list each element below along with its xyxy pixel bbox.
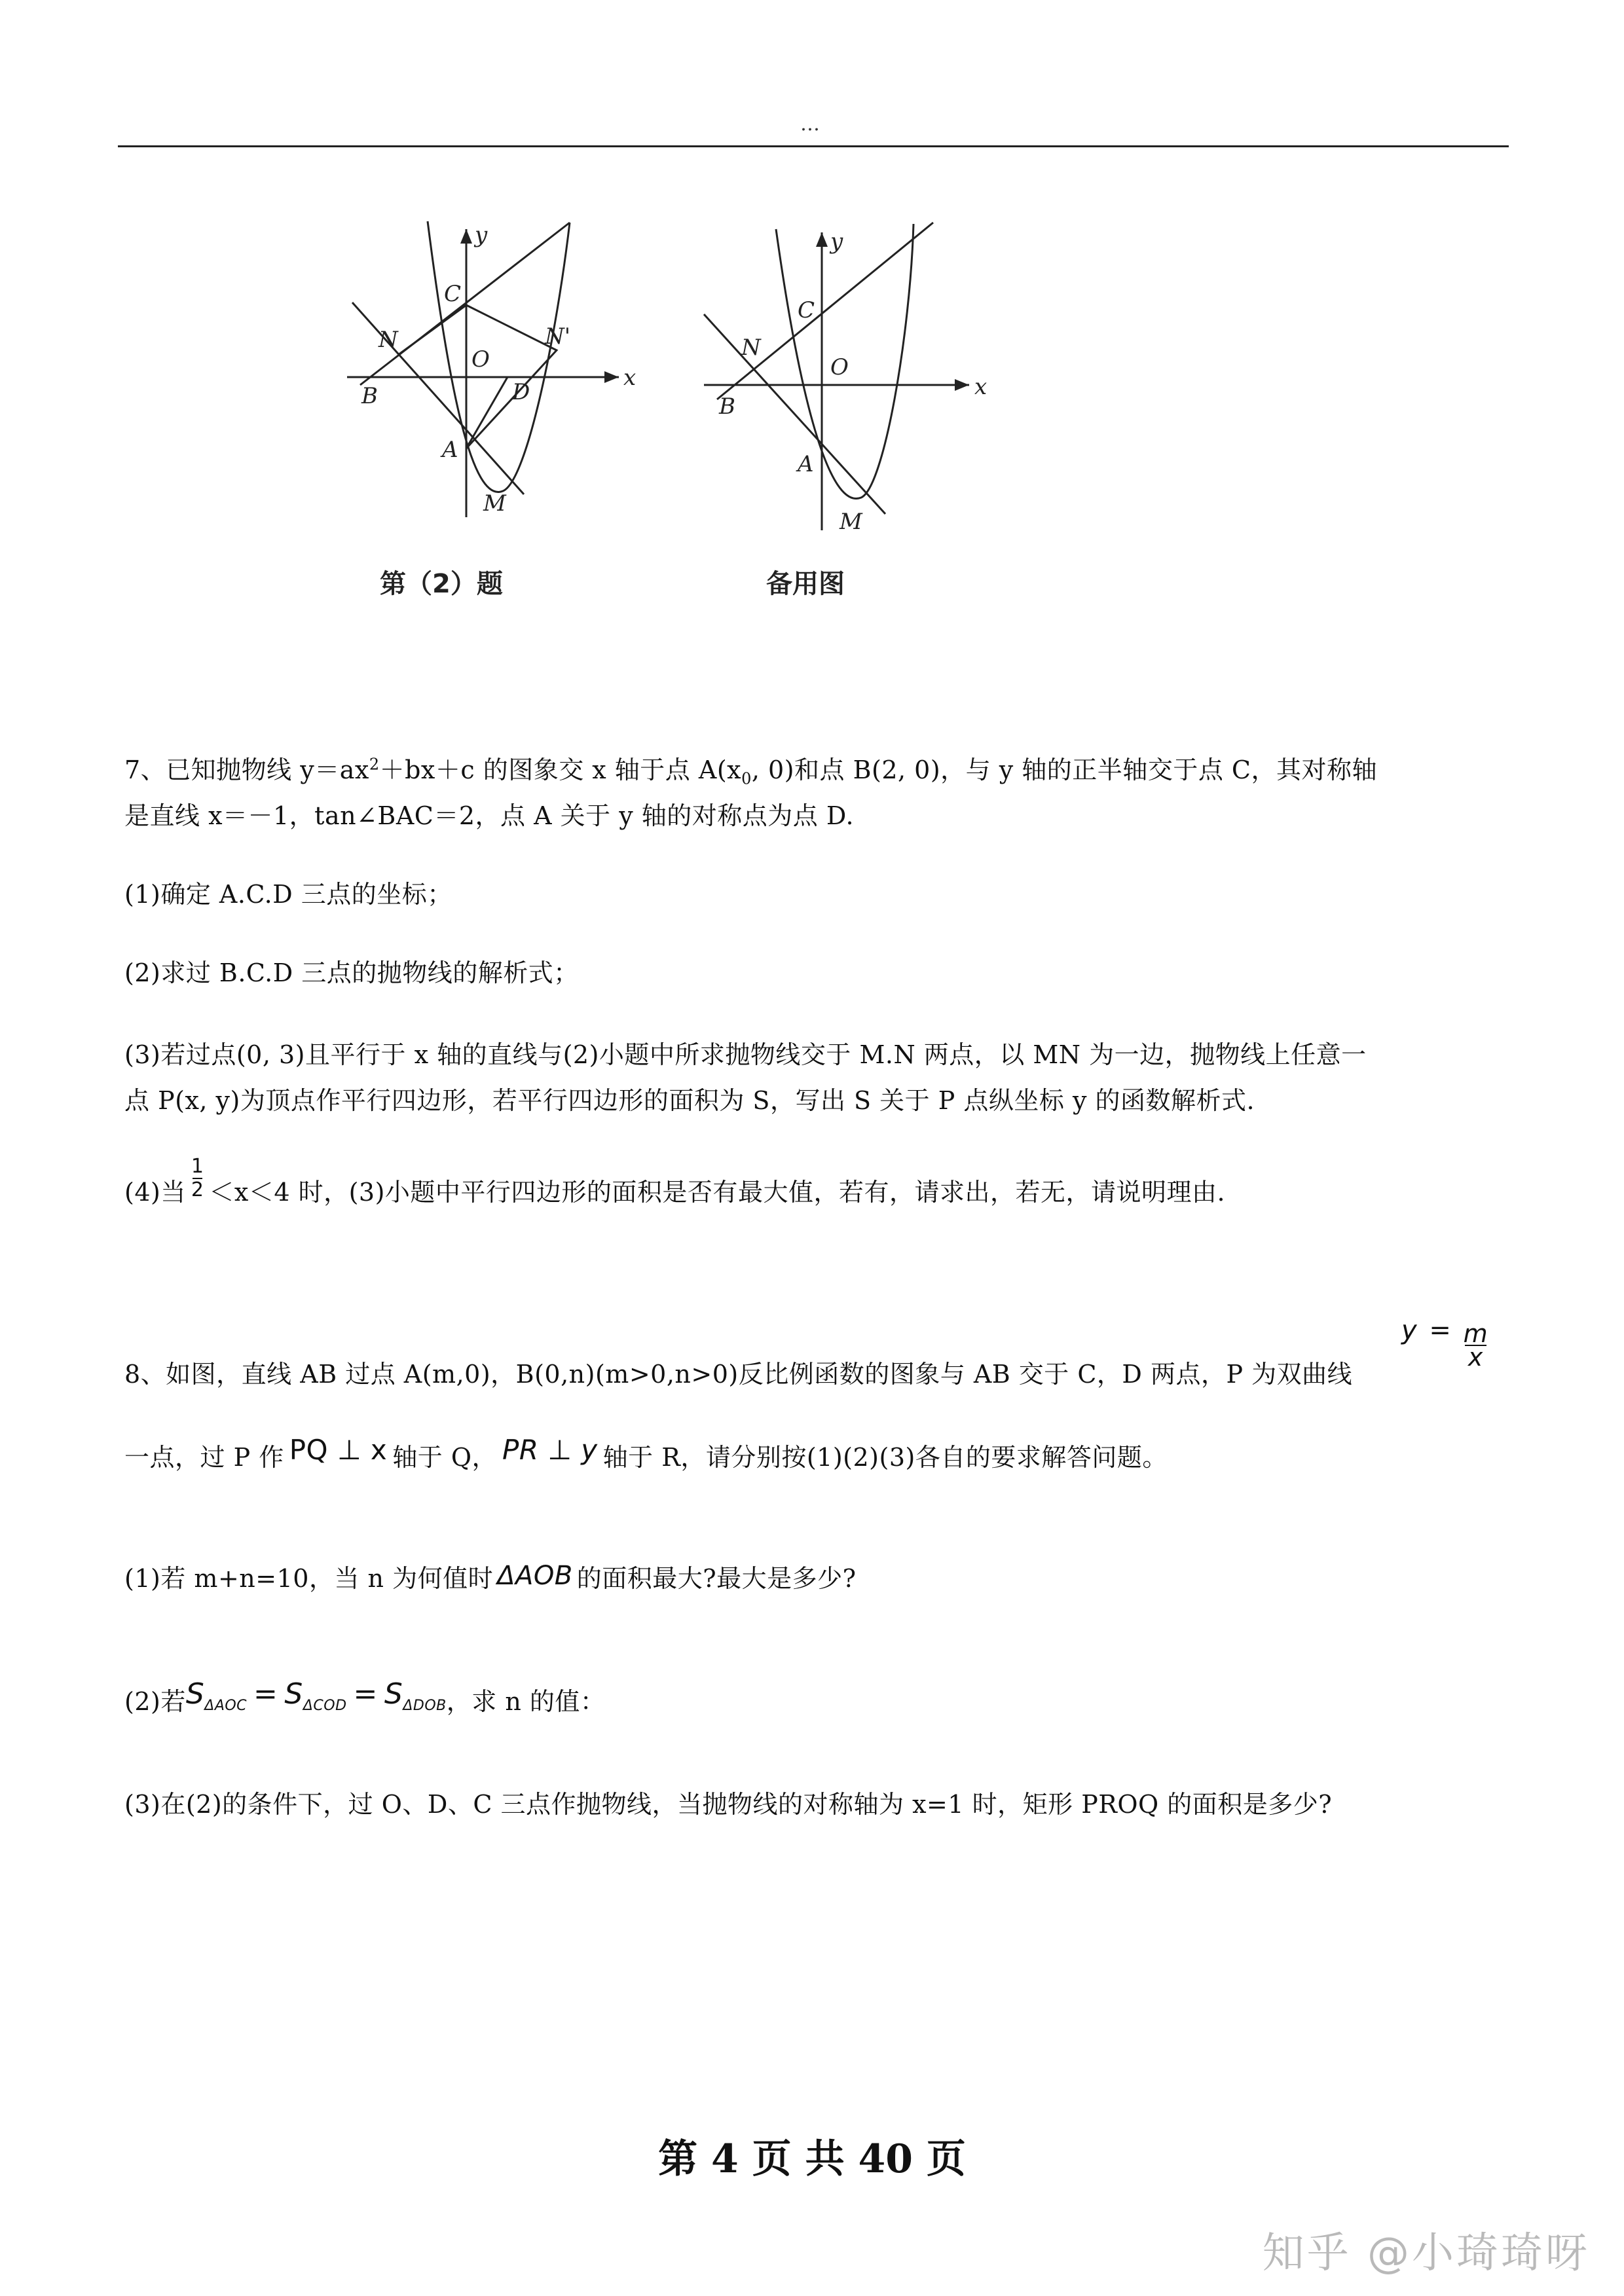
fig1-label-x: x — [623, 365, 637, 391]
fig2-line-BC — [717, 223, 933, 399]
fig2-label-O: O — [830, 354, 849, 380]
fig1-label-C: C — [444, 281, 462, 307]
fig1-line-BC — [360, 223, 570, 385]
q7-fraction-half: $\frac{1}{2}$ — [191, 1155, 204, 1201]
q8-statement-line2: 一点，过 P 作 PQ ⊥ x 轴于 Q， PR ⊥ y 轴于 R，请分别按(1)(2)(3)各自的要求解答问题。 — [124, 1434, 1168, 1472]
figure-backup — [694, 210, 995, 599]
header-mark: … — [800, 113, 820, 136]
q8-part-2: (2)若$S_{\Delta AOC} = S_{\Delta COD} = S_{\Delta DOB}$，求 n 的值： — [124, 1677, 606, 1716]
header-rule — [118, 145, 1509, 147]
q8-area-equation: $S_{\Delta AOC} = S_{\Delta COD} = S_{\Delta DOB}$ — [185, 1677, 447, 1714]
fig1-label-B: B — [361, 383, 378, 409]
fig2-x-arrow — [955, 379, 969, 391]
fig1-label-M: M — [483, 490, 506, 517]
q7-part-4: (4)当 $\frac{1}{2}$ ＜x＜4 时，(3)小题中平行四边形的面积是否有最大值，若有，请求出，若无，请说明理由. — [124, 1155, 1226, 1207]
figure-1-diagram — [341, 210, 642, 576]
figure-1-caption: 第（2）题 — [380, 569, 503, 599]
fig1-line-CN — [398, 305, 466, 355]
fig1-line-AD — [466, 377, 507, 448]
zhihu-watermark: 知乎 @小琦琦呀 — [1262, 2229, 1590, 2278]
q8-part-3: (3)在(2)的条件下，过 O、D、C 三点作抛物线，当抛物线的对称轴为 x=1 时，矩形 PROQ 的面积是多少? — [124, 1790, 1333, 1819]
fig1-label-y: y — [475, 222, 488, 248]
fig1-x-arrow — [604, 371, 619, 383]
fig2-label-C: C — [798, 297, 815, 323]
fig2-label-B: B — [719, 393, 735, 420]
fig1-label-O: O — [471, 346, 490, 373]
q7-statement-line2: 是直线 x＝－1，tan∠BAC＝2，点 A 关于 y 轴的对称点为点 D. — [124, 801, 855, 830]
q8-PQ-perp-x: PQ ⊥ x — [289, 1434, 388, 1466]
q7-statement-line1: 7、已知抛物线 $y=ax^2+bx+c$ 的图象交 x 轴于点 $A(x_0$, 0)和点 B(2, 0)，与 y 轴的正半轴交于点 C，其对称轴 — [124, 755, 1377, 788]
fig1-label-N: N — [378, 327, 398, 353]
q8-triangle-AOB: ΔAOB — [497, 1561, 573, 1591]
figure-2-diagram — [694, 210, 995, 576]
fig1-y-arrow — [460, 229, 472, 244]
fig2-label-A: A — [798, 451, 814, 477]
fig1-label-D: D — [512, 379, 530, 405]
q7-part-3-line1: (3)若过点(0, 3)且平行于 x 轴的直线与(2)小题中所求抛物线交于 M.N 两点，以 MN 为一边，抛物线上任意一 — [124, 1040, 1367, 1069]
fig2-label-N: N — [741, 335, 761, 361]
fig2-label-x: x — [974, 374, 987, 400]
fig1-label-A: A — [442, 437, 458, 463]
q8-statement-line1: 8、如图，直线 AB 过点 A(m,0)，B(0,n)(m>0,n>0)反比例函数的图象与 AB 交于 C，D 两点，P 为双曲线 — [124, 1360, 1353, 1389]
q8-part-1: (1)若 m+n=10，当 n 为何值时 ΔAOB 的面积最大?最大是多少? — [124, 1561, 857, 1593]
figure-question-2 — [341, 210, 642, 599]
fig2-y-arrow — [816, 232, 828, 247]
q8-function-y-equals-m-over-x: y = $\frac{m}{x}$ — [1401, 1315, 1488, 1372]
fig2-label-y: y — [830, 228, 843, 255]
q7-part-2: (2)求过 B.C.D 三点的抛物线的解析式； — [124, 958, 579, 987]
q7-part-1: (1)确定 A.C.D 三点的坐标； — [124, 880, 452, 909]
figure-2-caption: 备用图 — [766, 569, 845, 599]
fig1-label-N-prime: N' — [545, 323, 571, 350]
page-number-footer: 第 4 页 共 40 页 — [658, 2136, 966, 2182]
q7-part-3-line2: 点 P(x, y)为顶点作平行四边形，若平行四边形的面积为 S，写出 S 关于 P 点纵坐标 y 的函数解析式. — [124, 1086, 1255, 1115]
fig2-label-M: M — [840, 509, 862, 535]
q8-PR-perp-y: PR ⊥ y — [502, 1434, 598, 1466]
